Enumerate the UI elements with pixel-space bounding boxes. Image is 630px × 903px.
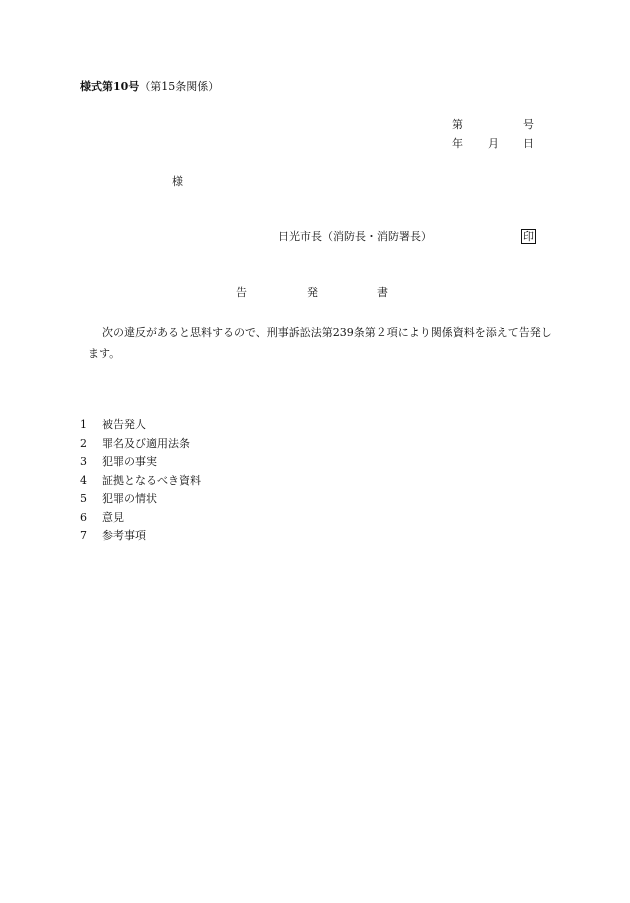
number-go: 号: [523, 118, 534, 131]
item-number: 1: [80, 418, 87, 431]
item-number: 5: [80, 492, 87, 505]
item-label: 被告発人: [102, 418, 146, 431]
list-item: [80, 509, 201, 528]
form-reference: （第15条関係）: [139, 80, 220, 93]
item-label: 参考事項: [102, 529, 146, 542]
date-month: 月: [488, 137, 499, 150]
item-label: 犯罪の事実: [102, 455, 157, 468]
list-item: [80, 453, 201, 472]
item-number: 2: [80, 436, 87, 450]
item-label: 罪名及び適用法条: [102, 436, 190, 450]
list-item: [80, 490, 201, 509]
item-list: [80, 416, 201, 546]
form-header: [80, 81, 219, 92]
number-dai: 第: [452, 118, 463, 131]
sender-name: 日光市長（消防長・消防署長）: [278, 230, 432, 243]
form-title: 様式第10号: [80, 80, 140, 93]
item-number: 4: [80, 473, 87, 487]
item-label: 犯罪の情状: [102, 492, 157, 505]
addressee-honorific: 様: [172, 175, 183, 188]
item-number: 7: [80, 529, 87, 542]
date-day: 日: [523, 137, 534, 150]
seal-mark: 印: [523, 230, 534, 243]
item-label: 意見: [102, 510, 124, 524]
list-item: [80, 416, 201, 435]
document-title-char-2: 発: [307, 286, 318, 299]
item-label: 証拠となるべき資料: [102, 473, 201, 487]
document-title-char-3: 書: [377, 286, 388, 299]
body-paragraph: 次の違反があると思料するので、刑事訴訟法第239条第２項により関係資料を添えて告発します。: [88, 326, 552, 360]
list-item: [80, 472, 201, 491]
item-number: 6: [80, 510, 87, 524]
list-item: [80, 527, 201, 546]
date-year: 年: [452, 137, 463, 150]
list-item: [80, 435, 201, 454]
document-title-char-1: 告: [236, 286, 247, 299]
item-number: 3: [80, 455, 87, 468]
